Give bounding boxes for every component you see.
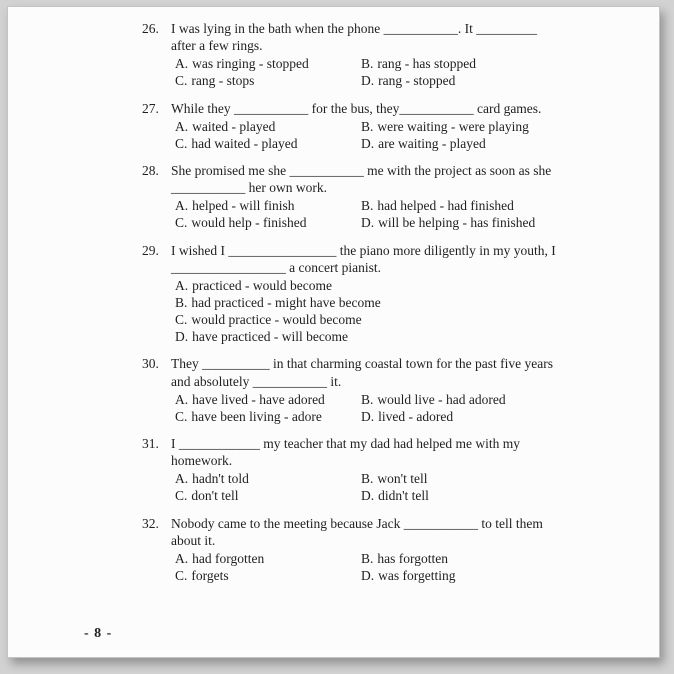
option-label: D. <box>361 135 375 151</box>
option <box>175 197 361 214</box>
option-label: C. <box>175 135 188 151</box>
option <box>361 470 559 487</box>
option-label: C. <box>175 488 188 504</box>
option-text: don't tell <box>191 488 239 504</box>
option-text: would live - had adored <box>377 391 506 407</box>
option <box>361 197 559 214</box>
option-text: won't tell <box>377 471 428 487</box>
question-31 <box>142 435 559 505</box>
option-label: B. <box>361 198 374 214</box>
question-32 <box>142 515 559 585</box>
question-number: 29. <box>142 242 159 258</box>
option-text: didn't tell <box>378 488 429 504</box>
question-text: They __________ in that charming coastal town for the past five years and absolutely ___________ it. <box>171 356 554 389</box>
question-text: I was lying in the bath when the phone ___________. It _________ after a few rings. <box>171 21 537 54</box>
option <box>361 408 559 425</box>
question-30 <box>142 355 559 425</box>
question-26 <box>142 20 559 90</box>
option-text: forgets <box>191 567 229 583</box>
option-label: B. <box>361 118 374 134</box>
option <box>175 55 361 72</box>
option-label: C. <box>175 312 188 328</box>
option-text: would practice - would become <box>191 312 362 328</box>
option-text: was ringing - stopped <box>192 56 309 72</box>
option-label: B. <box>361 550 374 566</box>
option-label: B. <box>361 471 374 487</box>
question-29 <box>142 242 559 346</box>
option-label: B. <box>175 294 188 310</box>
question-options <box>175 277 559 346</box>
option-label: D. <box>361 488 375 504</box>
option <box>361 135 559 152</box>
option <box>361 118 559 135</box>
option-text: has forgotten <box>377 550 449 566</box>
option-text: had helped - had finished <box>377 198 514 214</box>
option <box>361 550 559 567</box>
option-text: rang - has stopped <box>377 56 476 72</box>
option-label: A. <box>175 56 189 72</box>
option <box>175 567 361 584</box>
option <box>361 567 559 584</box>
question-options <box>175 197 559 231</box>
question-text: I wished I ________________ the piano more diligently in my youth, I _________________ a concert pianist. <box>171 242 556 275</box>
question-number: 27. <box>142 100 159 116</box>
option-text: was forgetting <box>378 567 456 583</box>
option-text: have been living - adore <box>191 408 322 424</box>
option-label: C. <box>175 408 188 424</box>
question-text: She promised me she ___________ me with the project as soon as she ___________ her own work. <box>171 162 552 196</box>
option-text: have practiced - will become <box>192 329 349 345</box>
option-label: B. <box>361 56 374 72</box>
option-label: A. <box>175 550 189 566</box>
question-options <box>175 550 559 584</box>
option <box>175 277 559 294</box>
option-label: D. <box>361 408 375 424</box>
option-text: helped - will finish <box>192 198 295 214</box>
option <box>361 55 559 72</box>
question-number: 30. <box>142 356 159 372</box>
option-label: D. <box>361 73 375 89</box>
option-text: would help - finished <box>191 215 307 231</box>
option-text: waited - played <box>192 118 276 134</box>
option <box>361 487 559 504</box>
question-number: 28. <box>142 162 159 178</box>
option <box>175 294 559 311</box>
option <box>175 550 361 567</box>
option <box>175 135 361 152</box>
option <box>361 72 559 89</box>
option-label: D. <box>361 567 375 583</box>
option-label: A. <box>175 391 189 407</box>
option-label: C. <box>175 215 188 231</box>
option-label: C. <box>175 73 188 89</box>
option-text: lived - adored <box>378 408 454 424</box>
option <box>175 118 361 135</box>
exam-page <box>7 6 660 658</box>
question-number: 31. <box>142 435 159 451</box>
option-text: have lived - have adored <box>192 391 325 407</box>
question-options <box>175 470 559 504</box>
question-options <box>175 391 559 425</box>
option-label: A. <box>175 118 189 134</box>
page-number-footer: - 8 - <box>84 626 113 642</box>
option-label: A. <box>175 277 189 293</box>
question-options <box>175 118 559 152</box>
option <box>361 214 559 231</box>
option-text: practiced - would become <box>192 277 332 293</box>
option <box>175 408 361 425</box>
option-label: D. <box>175 329 189 345</box>
option-text: rang - stopped <box>378 73 456 89</box>
option <box>175 311 559 328</box>
option-label: A. <box>175 198 189 214</box>
question-28 <box>142 162 559 232</box>
option-label: B. <box>361 391 374 407</box>
option <box>175 72 361 89</box>
option-text: are waiting - played <box>378 135 486 151</box>
option-label: D. <box>361 215 375 231</box>
option-text: were waiting - were playing <box>377 118 529 134</box>
option-text: rang - stops <box>191 73 255 89</box>
option <box>175 470 361 487</box>
question-text: While they ___________ for the bus, they___________ card games. <box>171 100 542 116</box>
option-text: will be helping - has finished <box>378 215 536 231</box>
option-text: hadn't told <box>192 471 249 487</box>
question-options <box>175 55 559 89</box>
question-27 <box>142 100 559 152</box>
option-text: had forgotten <box>192 550 265 566</box>
option-label: C. <box>175 567 188 583</box>
question-number: 26. <box>142 21 159 36</box>
option-label: A. <box>175 471 189 487</box>
option-text: had practiced - might have become <box>191 294 381 310</box>
question-number: 32. <box>142 515 159 531</box>
option <box>361 391 559 408</box>
option <box>175 391 361 408</box>
option <box>175 214 361 231</box>
question-text: Nobody came to the meeting because Jack ___________ to tell them about it. <box>171 515 543 548</box>
question-text: I ____________ my teacher that my dad had helped me with my homework. <box>171 435 521 469</box>
option <box>175 487 361 504</box>
option <box>175 328 559 345</box>
option-text: had waited - played <box>191 135 298 151</box>
